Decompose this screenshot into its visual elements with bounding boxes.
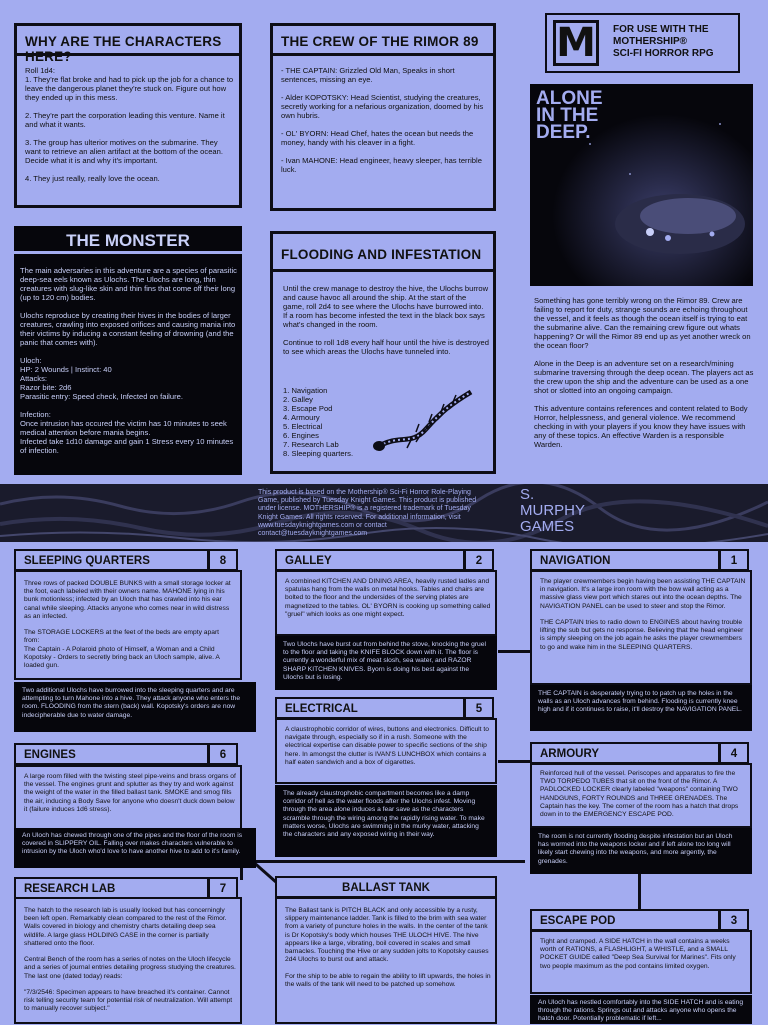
escape-infested: An Uloch has nestled comfortably into the SIDE HATCH and is eating through the rations. Springs out and attacks anyone who opens the hatch door. Potentially problematic if left... <box>530 995 752 1024</box>
galley-infested: Two Ulochs have burst out from behind the stove, knocking the gruel to the floor and taking the KNIFE BLOCK down with it. The floor is currently a wonderful mix of meat slosh, sea water, and RAZOR SHARP KITCHEN KNIVES. Byorn is doing his best against the Ulochs but is losing. <box>275 636 497 690</box>
flooding-list: 1. Navigation 2. Galley 3. Escape Pod 4. Armoury 5. Electrical 6. Engines 7. Research Lab 8. Sleeping quarters. <box>283 386 354 458</box>
flooding-box <box>270 231 496 474</box>
escape-title: ESCAPE POD <box>530 909 720 931</box>
crew-body: - THE CAPTAIN: Grizzled Old Man, Speaks in short sentences, missing an eye. - Alder KOPOTSKY: Head Scientist, studying the creatures, secretly working for a nefarious organization, doomed by his own hubris. - OL' BYORN: Head Chef, hates the ocean but needs the money, handy with his cleaver in a fight. - Ivan MAHONE: Head engineer, heavy sleeper, has terrible luck. <box>281 66 484 174</box>
why-title: WHY ARE THE CHARACTERS HERE? <box>17 26 239 56</box>
navigation-infested: THE CAPTAIN is desperately trying to to patch up the holes in the walls as an Uloch advances from behind. Flooding is currently knee high and if it continues to raise, it'll destroy the NAVIGATION PANEL. <box>530 685 752 731</box>
armoury-panel <box>530 763 752 828</box>
mothership-logo: M <box>553 20 599 66</box>
sleeping-title: SLEEPING QUARTERS <box>14 549 209 571</box>
monster-title: THE MONSTER <box>14 226 242 254</box>
ballast-body: The Ballast tank is PITCH BLACK and only accessible by a rusty, slippery maintenance ladder. Tank is filled to the brim with sea water from a variety of puncture holes in the walls. In the center of the tank is Dr Kopotsky's body which houses THE ULOCH HIVE. The hive appears like a large, vibrating, boil covered in scales and small barnacles. Touching the Hive or any sudden jolts to Kopotsky causes 2d4 Ulochs to burst out and attack. For the ship to be able to regain the ability to lift upwards, the holes in the walls of the tank will need to be patched up somehow. <box>285 907 491 988</box>
ballast-title: BALLAST TANK <box>275 876 497 898</box>
cover-title: ALONE IN THE DEEP. <box>536 88 603 143</box>
engines-number: 6 <box>208 743 238 765</box>
galley-title: GALLEY <box>275 549 465 571</box>
sleeping-panel <box>14 570 242 680</box>
electrical-number: 5 <box>464 697 494 719</box>
publisher-name: S. MURPHY GAMES <box>520 486 586 535</box>
research-title: RESEARCH LAB <box>14 877 209 899</box>
flooding-body: Until the crew manage to destroy the hive, the Ulochs burrow and cause havoc all around the ship. At the start of the game, roll 2d4 to see where the Ulochs have burrowed into. If a room has become infested the text in the black box says what's changed in the room. Continue to roll 1d8 every half hour until the hive is destroyed to see which areas the Ulochs have tunneled into. <box>283 284 489 356</box>
navigation-panel <box>530 570 752 685</box>
escape-body: Tight and cramped. A SIDE HATCH in the wall contains a weeks worth of RATIONS, a FLASHLIGHT, a WHISTLE, and a SMALL POCKET GUIDE called "Deep Sea Survival for Marines". Fits only two people maximum as the pod contains limited oxygen. <box>540 938 736 970</box>
monster-body: The main adversaries in this adventure are a species of parasitic deep-sea eels known as Ulochs. The Ulochs are long, thin creatures with slug-like skin and thin fins that come off their long (up to 120 cm) bodies. Ulochs reproduce by creating their hives in the bodies of larger creatures, crawling into exposed orifices and causing mania into their victims by inducing a constant feeling of drowning (and the panic that comes with). Uloch: HP: 2 Wounds | Instinct: 40 Attacks: Razor bite: 2d6 Parasitic entry: Speed check, Infected on failure. Infection: Once intrusion has occured the victim has 10 minutes to seek medical attention before mania begins. Infected take 1d10 damage and gain 1 Stress every 10 minutes of infection. <box>20 266 237 455</box>
legal-text: This product is based on the Mothership® Sci-Fi Horror Role-Playing Game, published by Tuesday Knight Games. This product is published under license. MOTHERSHIP® is a registered trademark of Tuesday Knight Games. All rights reserved. For additional information, visit www.tuesdayknightgames.com or contact contact@tuesdayknightgames.com <box>258 489 477 538</box>
electrical-panel <box>275 718 497 784</box>
galley-body: A combined KITCHEN AND DINING AREA, heavily rusted ladles and spatulas hang from the walls on metal hooks. Tables and chairs are bolted to the floor and the undersides of the serving plates are magnetized to the tables. OL' BYORN is cooking up something called "gruel" which looks as one might expect. <box>285 578 491 618</box>
navigation-title: NAVIGATION <box>530 549 720 571</box>
armoury-title: ARMOURY <box>530 742 720 764</box>
mothership-brand <box>545 13 740 73</box>
banner <box>0 484 768 542</box>
sleeping-infested: Two additional Ulochs have burrowed into the sleeping quarters and are attempting to turn Mahone into a hive. They attack anyone who enters the room. FLOODING from the stern (back) wall. Kopotsky's orders are now indecipherable due to water damage. <box>14 682 256 732</box>
connector-line <box>498 650 530 653</box>
research-body: The hatch to the research lab is usually locked but has concerningly been left open. Remarkably clean compared to the rest of the Rimor. Walls covered in biology and chemistry charts detailing deep sea wildlife. A large glass HOLDING CASE in the corner is partially shattered onto the floor. Central Bench of the room has a series of notes on the Uloch lifecycle and a series of journal entries detailing progress studying the creatures. The last one (dated today) reads: "7/3/2546: Specimen appears to have breached it's container. Cannot risk telling security team for potential risk of neutralization. Will attempt to manually recover subject." <box>24 907 236 1013</box>
electrical-infested: The already claustrophobic compartment becomes like a damp corridor of hell as the water floods after the Ulochs infest. Moving through the area alone induces a fear save as the characters scramble through the wiring among the rapidly rising water. To make matters worse, Ulochs are swimming in the murky water, attacking the characters and any exposed wiring in their way. <box>275 785 497 857</box>
why-body: Roll 1d4: 1. They're flat broke and had to pick up the job for a chance to leave the dangerous planet they're stuck on. Figure out how they ended up in this mess. 2. They're part the corporation leading this venture. Name it and what it wants. 3. The group has ulterior motives on the submarine. They want to retrieve an alien artifact at the bottom of the ocean. Decide what it is and why it's important. 4. They just really, really love the ocean. <box>25 66 234 183</box>
engines-infested: An Uloch has chewed through one of the pipes and the floor of the room is covered in SLIPPERY OIL. Falling over makes characters vulnerable to intrusion by the Uloch who'd love to have another hive to add to it's family. <box>14 828 256 868</box>
intro-text: Something has gone terribly wrong on the Rimor 89. Crew are failing to report for duty, strange sounds are echoing throughout the vessel, and it feels as though the ocean itself is trying to eat the submarine alive. Can the remaining crew figure out whats happening? Or will the Rimor 89 end up as yet another wreck on the ocean floor? Alone in the Deep is an adventure set on a research/mining submarine traversing through the deep ocean. The players act as the crew upon the ship and the adventure can be used as a one shot or slotted into an ongoing campaign. This adventure contains references and content related to Body Horror, helplessness, and general violence. We recommend checking in with your players if you know they have issues with any of these topics. An effective Warden is a responsible Warden. <box>534 296 754 449</box>
galley-panel <box>275 570 497 636</box>
navigation-number: 1 <box>719 549 749 571</box>
ballast-panel <box>275 897 497 1024</box>
connector-line <box>498 760 530 763</box>
connector-line <box>638 873 641 913</box>
research-panel <box>14 897 242 1024</box>
navigation-body: The player crewmembers begin having been assisting THE CAPTAIN in navigation. It's a large iron room with the bow wall acting as a massive glass view port which stares out into the ocean depths. The NAVIGATION PANEL can be used to steer and stop the Rimor. THE CAPTAIN tries to radio down to ENGINES about having trouble lifting the sub but gets no response. Believing that the head engineer is simply sleeping on the job again he asks the player crewmembers to go and wake him in the SLEEPING QUARTERS. <box>540 578 746 651</box>
sleeping-body: Three rows of packed DOUBLE BUNKS with a small storage locker at the foot, each labeled with their owners name. MAHONE lying in his bunk motionless; infected by an Uloch that has crawled into his ear canal while sleeping. Attacks anyone who comes near in wild distress as an infected. The STORAGE LOCKERS at the feet of the beds are empty apart from: The Captain - A Polaroid photo of Himself, a Woman and a Child Kopotsky - Orders to secretly bring back an Uloch sample, alive. A loaded gun. <box>24 580 231 670</box>
monster-box <box>14 226 242 475</box>
cover-image <box>530 84 753 286</box>
armoury-body: Reinforced hull of the vessel. Periscopes and apparatus to fire the TWO TORPEDO TUBES that sit on the front of the Rimor. A PADLOCKED LOCKER clearly labeled "weapons" containing TWO HANDGUNS, FORTY ROUNDS and THREE GRENADES. The Captain has the key. The corner of the room has a hatch that drops down in to the EMERGENCY ESCAPE POD. <box>540 770 739 819</box>
why-box <box>14 23 242 208</box>
electrical-body: A claustrophobic corridor of wires, buttons and electronics. Difficult to navigate through, especially so if in a rush. Someone with the electrical expertise can disable power to specific sections of the ship here. In amongst the clutter is IVAN'S LUNCHBOX which contains a half eaten sandwich and a box of cigarettes. <box>285 726 489 766</box>
engines-title: ENGINES <box>14 743 209 765</box>
escape-panel <box>530 930 752 994</box>
engines-body: A large room filled with the twisting steel pipe-veins and brass organs of the vessel. The engines grunt and splutter as they try and work against the weight of the water in the filled ballast tank. SMOKE and smog fills the air, inducing a Body Save for anyone who doesn't duck down below it (failure induces 1d6 stress). <box>24 773 236 813</box>
research-number: 7 <box>208 877 238 899</box>
brand-tagline: FOR USE WITH THE MOTHERSHIP® SCI-FI HORROR RPG <box>613 24 714 59</box>
uloch-eel-icon <box>371 384 481 459</box>
crew-title: THE CREW OF THE RIMOR 89 <box>273 26 493 56</box>
galley-number: 2 <box>464 549 494 571</box>
electrical-title: ELECTRICAL <box>275 697 465 719</box>
flooding-title: FLOODING AND INFESTATION <box>273 234 493 272</box>
armoury-number: 4 <box>719 742 749 764</box>
sleeping-number: 8 <box>208 549 238 571</box>
armoury-infested: The room is not currently flooding despite infestation but an Uloch has wormed into the weapons locker and if left alone too long will likely start chewing into the weapons, and more argently, the grenades. <box>530 828 752 874</box>
crew-box <box>270 23 496 211</box>
escape-number: 3 <box>719 909 749 931</box>
engines-panel <box>14 765 242 833</box>
